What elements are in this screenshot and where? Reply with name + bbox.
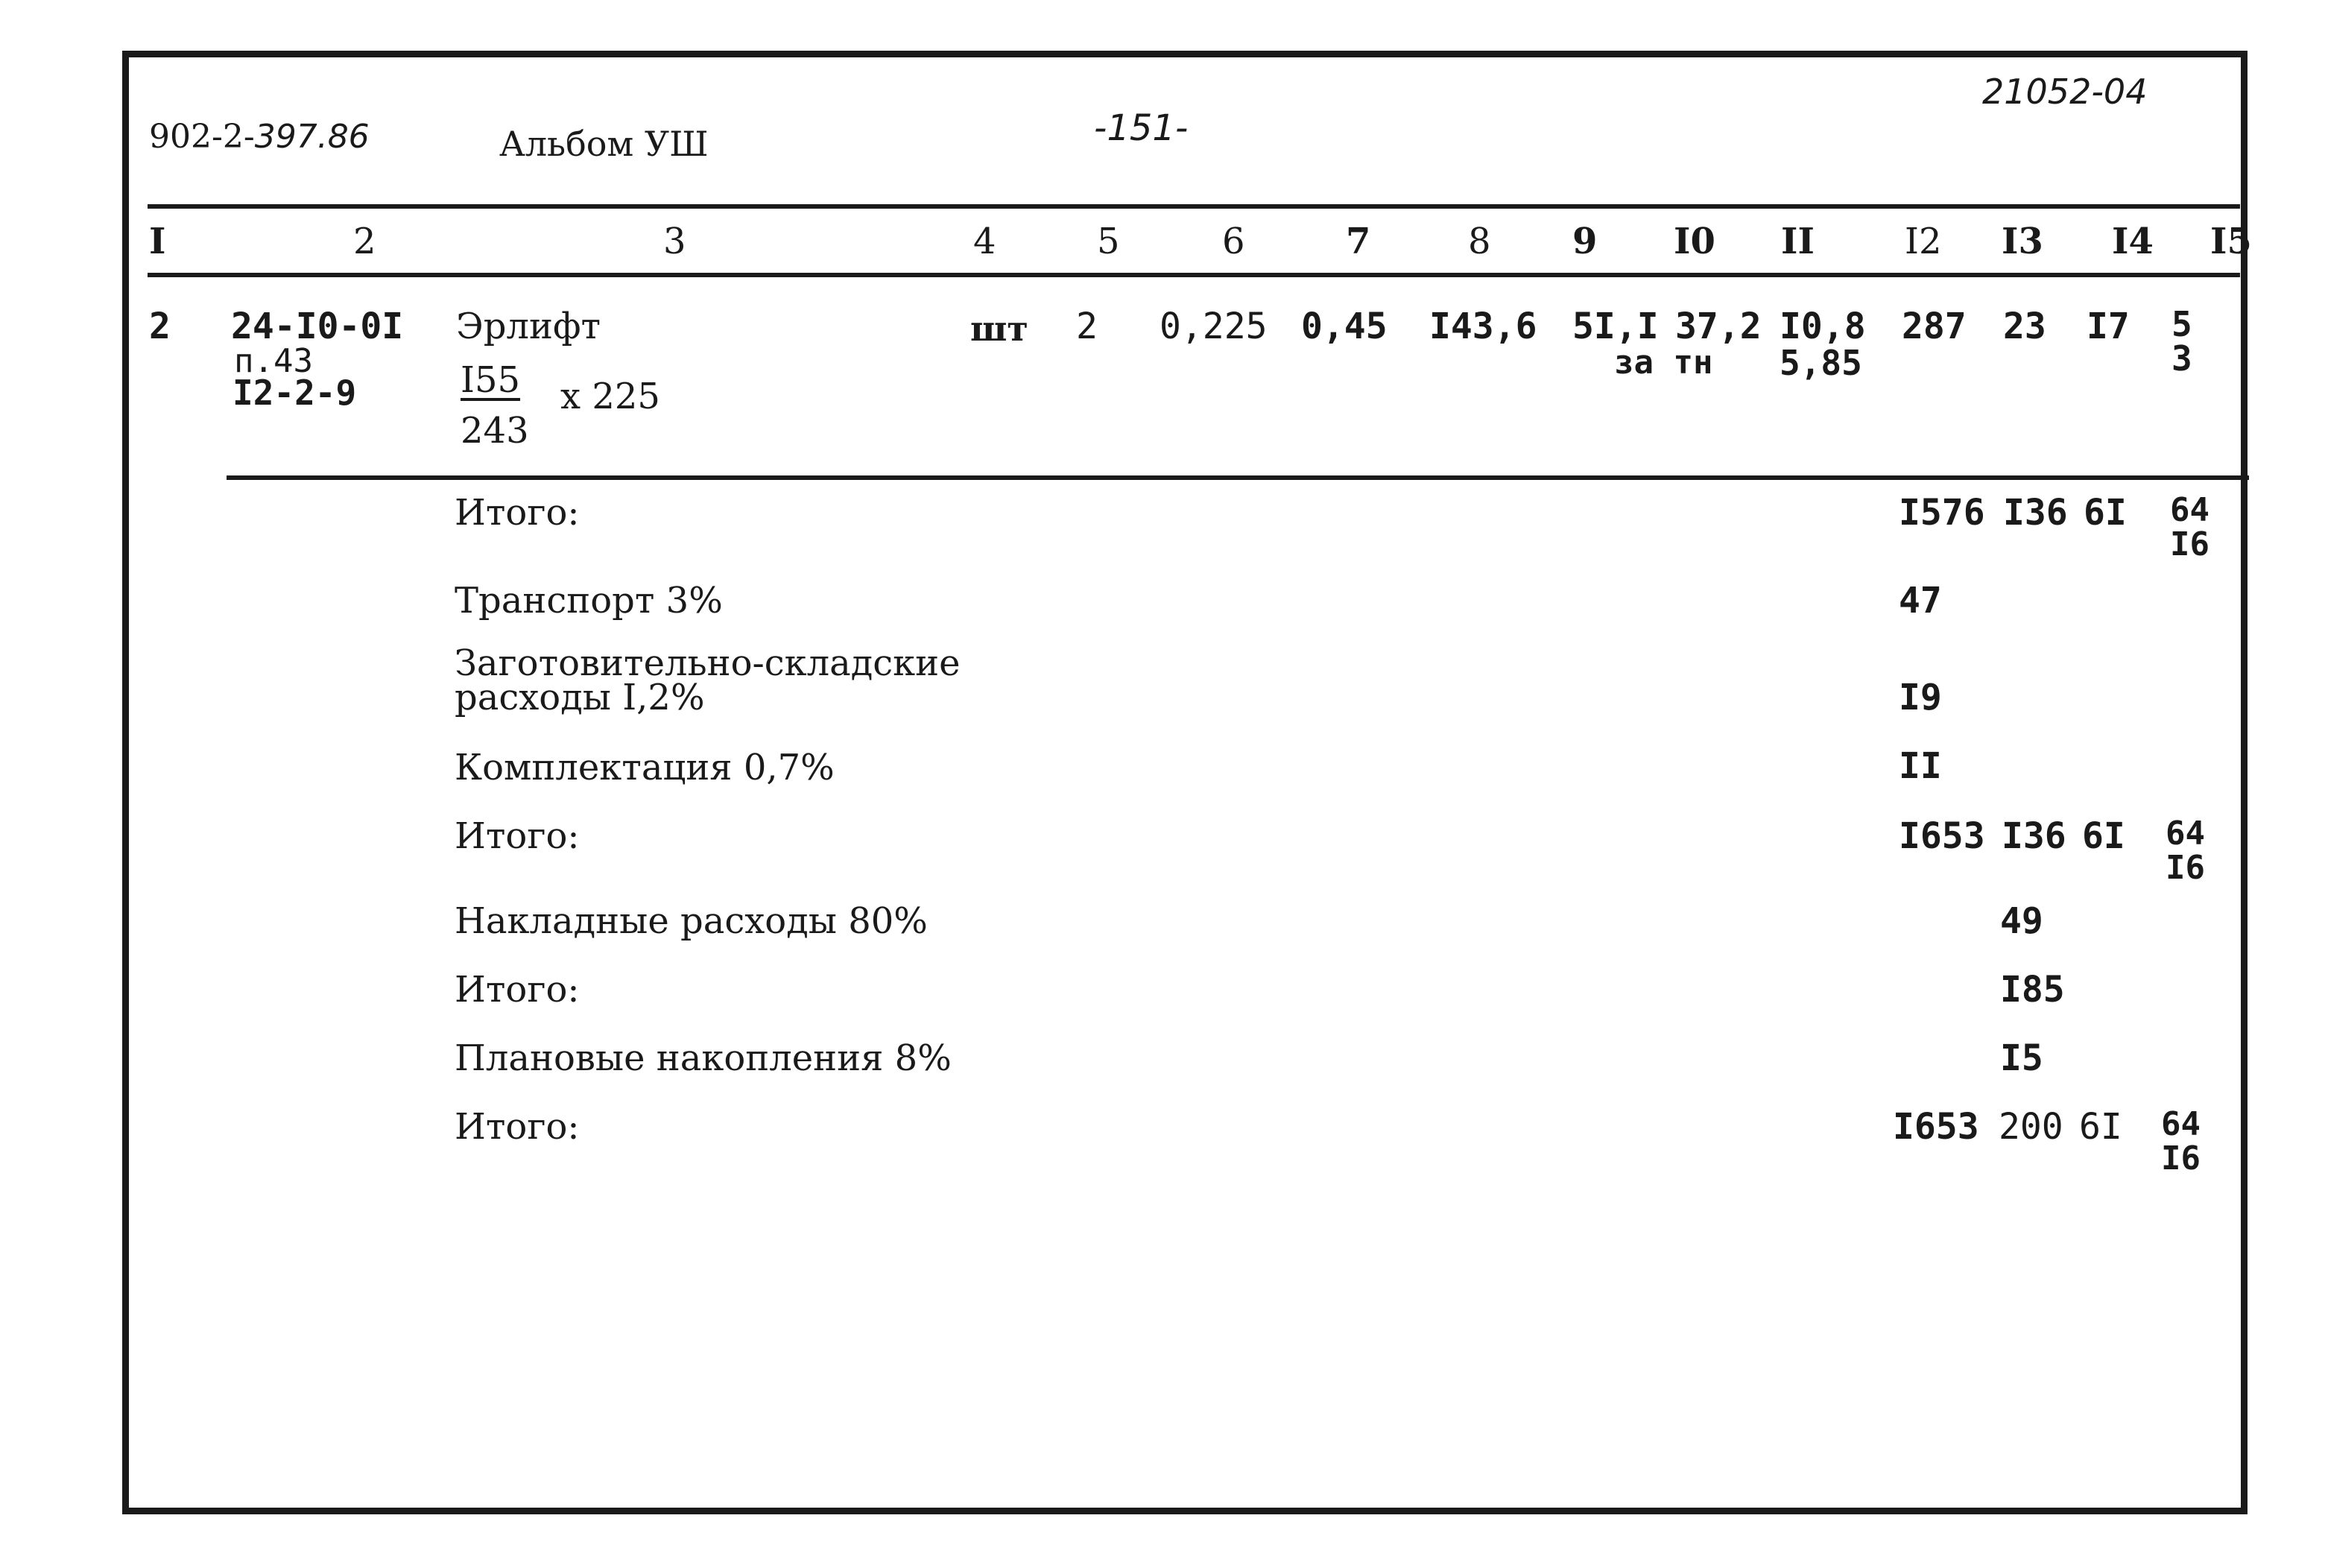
item-col12: 287 xyxy=(1902,306,1967,347)
column-header: 4 xyxy=(973,221,996,262)
summary-col15: 64 xyxy=(2161,1105,2201,1143)
column-header: I3 xyxy=(2002,221,2043,262)
item-col14: I7 xyxy=(2087,306,2130,347)
item-col15-second: 3 xyxy=(2171,338,2192,379)
summary-col12: I653 xyxy=(1893,1106,1979,1148)
item-fraction-numerator: I55 xyxy=(461,359,521,401)
summary-label-second: расходы I,2% xyxy=(455,677,705,718)
column-header: 9 xyxy=(1572,221,1598,262)
summary-label: Заготовительно-складские xyxy=(455,642,961,684)
column-header: 7 xyxy=(1346,221,1371,262)
page-number: -151- xyxy=(1094,107,1189,149)
item-number: 2 xyxy=(149,306,171,347)
column-header: 2 xyxy=(353,221,376,262)
summary-col15-second: I6 xyxy=(2166,849,2205,887)
item-col13: 23 xyxy=(2003,306,2046,347)
summary-col12: 47 xyxy=(1899,580,1942,622)
summary-col14: 6I xyxy=(2079,1106,2122,1148)
item-col6: 0,225 xyxy=(1160,306,1268,347)
item-name: Эрлифт xyxy=(456,306,601,347)
summary-col15-second: I6 xyxy=(2170,525,2209,563)
column-header: I xyxy=(149,221,166,262)
summary-col14: 6I xyxy=(2084,492,2127,534)
column-header: 5 xyxy=(1097,221,1120,262)
item-col8: I43,6 xyxy=(1429,306,1537,347)
summary-col12: I9 xyxy=(1899,677,1942,718)
column-header: 8 xyxy=(1468,221,1491,262)
doc-number-handwritten: 397.86 xyxy=(254,118,370,156)
column-header: II xyxy=(1781,221,1815,262)
summary-label: Плановые накопления 8% xyxy=(455,1037,952,1079)
item-code-paragraph: п.43 xyxy=(234,342,313,380)
item-col15: 5 xyxy=(2171,304,2192,344)
summary-col14: 6I xyxy=(2082,815,2125,857)
column-header: 6 xyxy=(1222,221,1245,262)
item-col11-second: 5,85 xyxy=(1780,343,1862,383)
column-header: I4 xyxy=(2112,221,2154,262)
summary-col15-second: I6 xyxy=(2161,1139,2201,1177)
summary-col13: 49 xyxy=(2000,900,2043,942)
archive-stamp: 21052-04 xyxy=(1982,72,2148,112)
summary-col12: II xyxy=(1899,745,1942,787)
summary-col12: I653 xyxy=(1899,815,1985,857)
column-header: I5 xyxy=(2210,221,2252,262)
summary-label: Итого: xyxy=(455,969,580,1011)
item-code: 24-I0-0I xyxy=(231,306,404,347)
summary-label: Транспорт 3% xyxy=(455,580,723,622)
summary-label: Итого: xyxy=(455,1106,580,1148)
header-bottom-rule xyxy=(148,273,2240,277)
summary-col15: 64 xyxy=(2166,815,2205,853)
item-quantity: 2 xyxy=(1076,306,1098,347)
item-fraction-multiplier: x 225 xyxy=(560,376,660,417)
summary-col15: 64 xyxy=(2170,491,2209,529)
column-header: I2 xyxy=(1905,221,1942,262)
summary-col13: I5 xyxy=(2000,1037,2043,1079)
summary-rule xyxy=(227,475,2249,480)
summary-col13: 200 xyxy=(1999,1106,2063,1148)
header-top-rule xyxy=(148,204,2240,209)
item-col9: 5I,I xyxy=(1572,306,1659,347)
summary-col13: I85 xyxy=(2000,969,2065,1011)
item-col11: I0,8 xyxy=(1780,306,1866,347)
item-code-reference: I2-2-9 xyxy=(232,373,357,413)
summary-col12: I576 xyxy=(1899,492,1985,534)
summary-col13: I36 xyxy=(2002,815,2066,857)
column-header: I0 xyxy=(1674,221,1715,262)
item-unit: шт xyxy=(970,309,1028,349)
column-header: 3 xyxy=(663,221,686,262)
item-col10-note: за тн xyxy=(1614,344,1713,382)
summary-col13: I36 xyxy=(2003,492,2068,534)
item-fraction-denominator: 243 xyxy=(461,410,529,452)
summary-label: Накладные расходы 80% xyxy=(455,900,928,942)
summary-label: Итого: xyxy=(455,492,580,534)
album-label: Альбом УШ xyxy=(499,124,709,164)
item-col10: 37,2 xyxy=(1675,306,1762,347)
summary-label: Итого: xyxy=(455,815,580,857)
summary-label: Комплектация 0,7% xyxy=(455,747,835,788)
item-col7: 0,45 xyxy=(1301,306,1388,347)
doc-number: 902-2-397.86 xyxy=(149,118,370,156)
